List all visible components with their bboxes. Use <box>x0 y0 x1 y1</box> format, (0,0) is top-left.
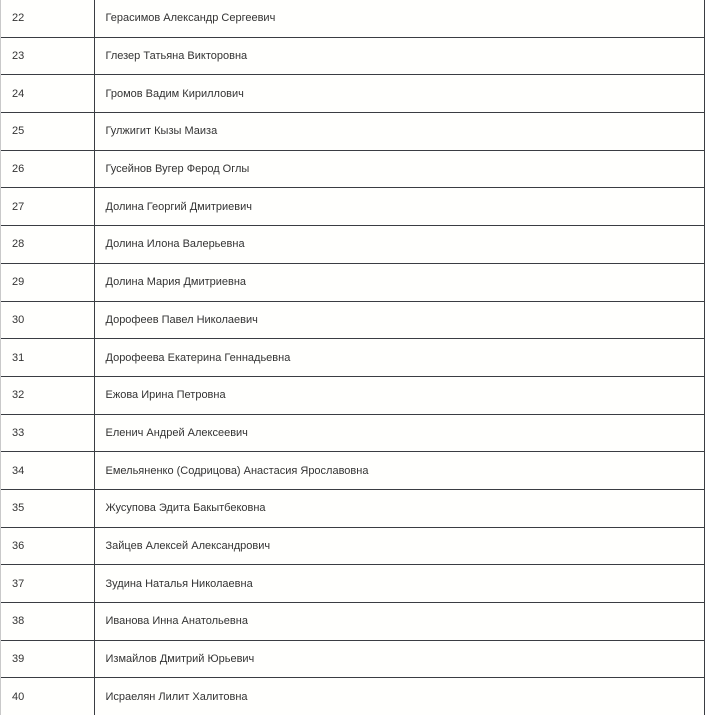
table-row <box>1 414 705 452</box>
person-name: Гусейнов Вугер Ферод Оглы <box>94 150 705 188</box>
row-number: 37 <box>1 565 94 603</box>
table-row <box>1 678 705 715</box>
person-name: Жусупова Эдита Бакытбековна <box>94 489 705 527</box>
row-number: 29 <box>1 263 94 301</box>
person-name: Глезер Татьяна Викторовна <box>94 37 705 75</box>
person-name: Емельяненко (Содрицова) Анастасия Ярославовна <box>94 452 705 490</box>
table-row <box>1 75 705 113</box>
table-row <box>1 150 705 188</box>
table-row <box>1 376 705 414</box>
person-name: Долина Георгий Дмитриевич <box>94 188 705 226</box>
table-row <box>1 565 705 603</box>
row-number: 32 <box>1 376 94 414</box>
row-number: 35 <box>1 489 94 527</box>
row-number: 39 <box>1 640 94 678</box>
row-number: 33 <box>1 414 94 452</box>
row-number: 23 <box>1 37 94 75</box>
row-number: 34 <box>1 452 94 490</box>
table-row <box>1 0 705 37</box>
table-row <box>1 527 705 565</box>
row-number: 24 <box>1 75 94 113</box>
names-table <box>1 0 705 715</box>
person-name: Ежова Ирина Петровна <box>94 376 705 414</box>
person-name: Гулжигит Кызы Маиза <box>94 113 705 151</box>
table-body <box>1 0 705 715</box>
table-row <box>1 603 705 641</box>
row-number: 28 <box>1 226 94 264</box>
person-name: Иванова Инна Анатольевна <box>94 603 705 641</box>
person-name: Исраелян Лилит Халитовна <box>94 678 705 715</box>
row-number: 31 <box>1 339 94 377</box>
table-row <box>1 301 705 339</box>
table-row <box>1 640 705 678</box>
table-row <box>1 452 705 490</box>
table-row <box>1 226 705 264</box>
row-number: 22 <box>1 0 94 37</box>
person-name: Долина Илона Валерьевна <box>94 226 705 264</box>
row-number: 30 <box>1 301 94 339</box>
person-name: Дорофеев Павел Николаевич <box>94 301 705 339</box>
row-number: 27 <box>1 188 94 226</box>
table-row <box>1 188 705 226</box>
table-row <box>1 263 705 301</box>
person-name: Зудина Наталья Николаевна <box>94 565 705 603</box>
table-row <box>1 113 705 151</box>
person-name: Дорофеева Екатерина Геннадьевна <box>94 339 705 377</box>
person-name: Еленич Андрей Алексеевич <box>94 414 705 452</box>
person-name: Долина Мария Дмитриевна <box>94 263 705 301</box>
row-number: 36 <box>1 527 94 565</box>
row-number: 26 <box>1 150 94 188</box>
row-number: 25 <box>1 113 94 151</box>
person-name: Громов Вадим Кириллович <box>94 75 705 113</box>
table-row <box>1 37 705 75</box>
person-name: Измайлов Дмитрий Юрьевич <box>94 640 705 678</box>
person-name: Зайцев Алексей Александрович <box>94 527 705 565</box>
row-number: 38 <box>1 603 94 641</box>
person-name: Герасимов Александр Сергеевич <box>94 0 705 37</box>
table-row <box>1 339 705 377</box>
table-row <box>1 489 705 527</box>
row-number: 40 <box>1 678 94 715</box>
